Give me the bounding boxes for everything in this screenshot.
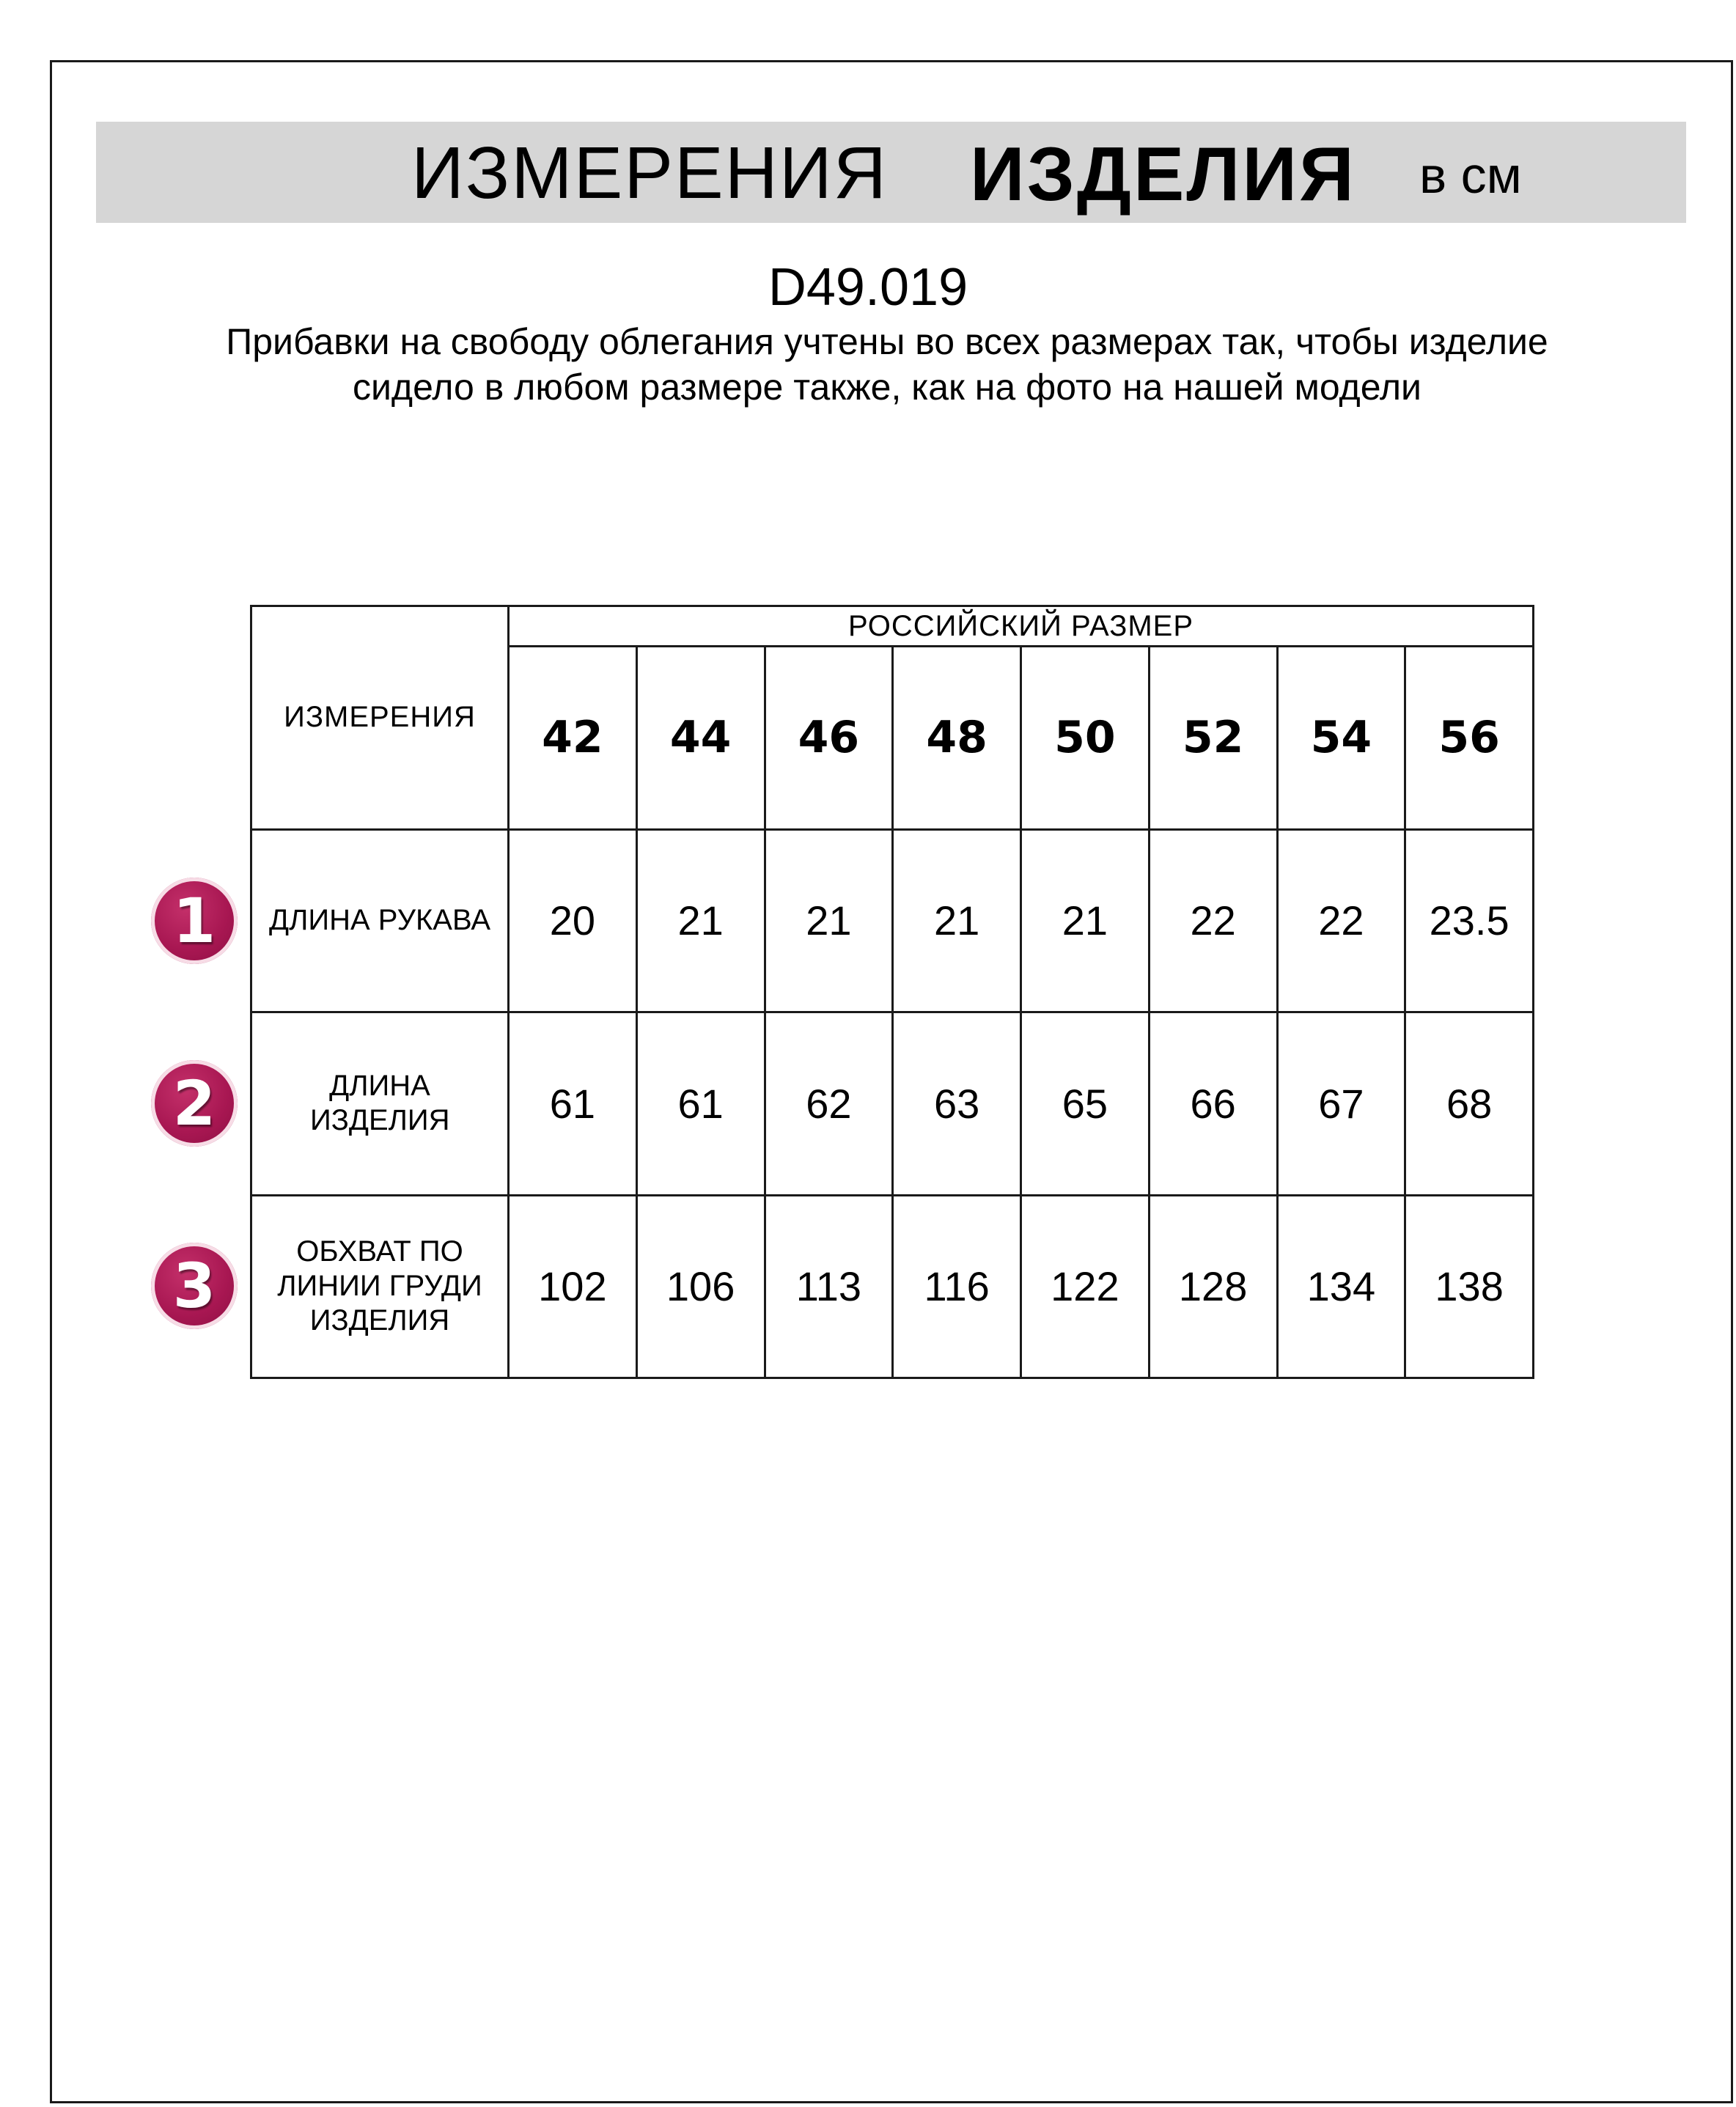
title-product: ИЗДЕЛИЯ xyxy=(970,132,1356,217)
table-cell: 65 xyxy=(1021,1012,1150,1195)
size-header: 50 xyxy=(1021,647,1150,829)
table-cell: 134 xyxy=(1277,1195,1405,1378)
number-badge-2: 2 xyxy=(151,1060,238,1147)
table-cell: 122 xyxy=(1021,1195,1150,1378)
table-cell: 20 xyxy=(509,829,637,1012)
row-label-chest-girth: ОБХВАТ ПО ЛИНИИ ГРУДИ ИЗДЕЛИЯ xyxy=(251,1195,509,1378)
table-cell: 113 xyxy=(765,1195,893,1378)
table-cell: 138 xyxy=(1405,1195,1534,1378)
title-band xyxy=(96,122,1686,223)
size-header: 56 xyxy=(1405,647,1534,829)
table-row xyxy=(251,1012,1534,1195)
table-row xyxy=(251,829,1534,1012)
size-header: 44 xyxy=(636,647,765,829)
table-cell: 21 xyxy=(893,829,1021,1012)
table-cell: 102 xyxy=(509,1195,637,1378)
product-code: D49.019 xyxy=(768,258,968,317)
table-cell: 66 xyxy=(1149,1012,1277,1195)
table-cell: 106 xyxy=(636,1195,765,1378)
size-header: 48 xyxy=(893,647,1021,829)
table-cell: 67 xyxy=(1277,1012,1405,1195)
number-badge-1: 1 xyxy=(151,878,238,964)
table-row xyxy=(251,1195,1534,1378)
title-measurements: ИЗМЕРЕНИЯ xyxy=(411,132,888,214)
table-cell: 68 xyxy=(1405,1012,1534,1195)
table-cell: 61 xyxy=(636,1012,765,1195)
size-header: 54 xyxy=(1277,647,1405,829)
table-cell: 22 xyxy=(1277,829,1405,1012)
size-table xyxy=(250,605,1534,1379)
size-header: 52 xyxy=(1149,647,1277,829)
table-cell: 62 xyxy=(765,1012,893,1195)
table-cell: 21 xyxy=(1021,829,1150,1012)
fit-note: Прибавки на свободу облегания учтены во всех размерах так, чтобы изделие сидело в любом размере также, как на фото на нашей модели xyxy=(226,321,1548,408)
table-cell: 116 xyxy=(893,1195,1021,1378)
size-group-header: РОССИЙСКИЙ РАЗМЕР xyxy=(509,606,1534,647)
table-cell: 22 xyxy=(1149,829,1277,1012)
table-cell: 21 xyxy=(765,829,893,1012)
row-label-sleeve-length: ДЛИНА РУКАВА xyxy=(251,829,509,1012)
row-label-garment-length: ДЛИНА ИЗДЕЛИЯ xyxy=(251,1012,509,1195)
size-header: 46 xyxy=(765,647,893,829)
size-header: 42 xyxy=(509,647,637,829)
table-cell: 61 xyxy=(509,1012,637,1195)
number-badge-3: 3 xyxy=(151,1243,238,1329)
table-cell: 23.5 xyxy=(1405,829,1534,1012)
measurements-header: ИЗМЕРЕНИЯ xyxy=(251,606,509,830)
table-cell: 21 xyxy=(636,829,765,1012)
table-cell: 128 xyxy=(1149,1195,1277,1378)
title-units: в см xyxy=(1419,147,1522,204)
table-cell: 63 xyxy=(893,1012,1021,1195)
